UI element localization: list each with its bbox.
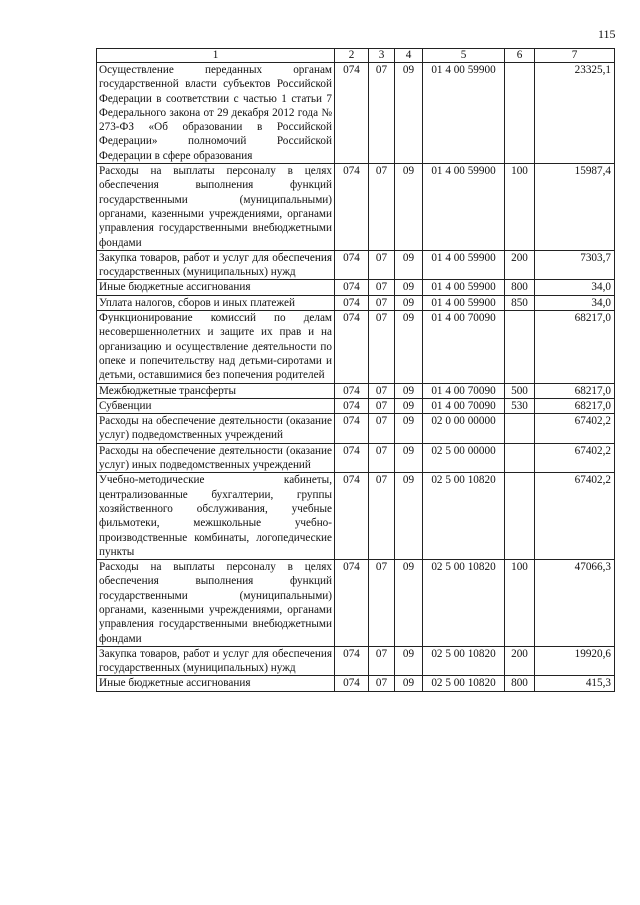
row-name-cell: Субвенции	[97, 398, 335, 413]
section-code-cell: 07	[369, 164, 395, 251]
row-name-cell: Иные бюджетные ассигнования	[97, 676, 335, 691]
row-name-cell: Закупка товаров, работ и услуг для обеспечения государственных (муниципальных) нужд	[97, 646, 335, 676]
subsection-code-cell: 09	[395, 383, 423, 398]
subsection-code-cell: 09	[395, 164, 423, 251]
table-header-row	[97, 49, 615, 63]
row-name-cell: Уплата налогов, сборов и иных платежей	[97, 295, 335, 310]
table-row	[97, 398, 615, 413]
target-article-cell: 02 5 00 10820	[423, 473, 505, 560]
target-article-cell: 02 5 00 10820	[423, 676, 505, 691]
column-header: 4	[395, 49, 423, 63]
ministry-code-cell: 074	[335, 676, 369, 691]
table-row	[97, 383, 615, 398]
row-name-cell: Функционирование комиссий по делам несовершеннолетних и защите их прав и на организацию и осуществление деятельности по опеке и попечительству над детьми-сиротами и детьми, оставшимися без попечения родителей	[97, 311, 335, 383]
ministry-code-cell: 074	[335, 295, 369, 310]
column-header: 2	[335, 49, 369, 63]
amount-cell: 67402,2	[535, 414, 615, 444]
subsection-code-cell: 09	[395, 414, 423, 444]
amount-cell: 34,0	[535, 295, 615, 310]
row-name-cell: Расходы на обеспечение деятельности (оказание услуг) иных подведомственных учреждений	[97, 443, 335, 473]
row-name-cell: Межбюджетные трансферты	[97, 383, 335, 398]
table-row	[97, 414, 615, 444]
expense-type-cell: 500	[505, 383, 535, 398]
amount-cell: 415,3	[535, 676, 615, 691]
expense-type-cell	[505, 311, 535, 383]
ministry-code-cell: 074	[335, 280, 369, 295]
row-name-cell: Расходы на обеспечение деятельности (оказание услуг) подведомственных учреждений	[97, 414, 335, 444]
target-article-cell: 02 0 00 00000	[423, 414, 505, 444]
amount-cell: 68217,0	[535, 383, 615, 398]
amount-cell: 34,0	[535, 280, 615, 295]
ministry-code-cell: 074	[335, 443, 369, 473]
amount-cell: 67402,2	[535, 473, 615, 560]
subsection-code-cell: 09	[395, 473, 423, 560]
target-article-cell: 01 4 00 70090	[423, 383, 505, 398]
ministry-code-cell: 074	[335, 164, 369, 251]
subsection-code-cell: 09	[395, 280, 423, 295]
section-code-cell: 07	[369, 398, 395, 413]
expense-type-cell: 800	[505, 280, 535, 295]
target-article-cell: 01 4 00 59900	[423, 280, 505, 295]
row-name-cell: Расходы на выплаты персоналу в целях обеспечения выполнения функций государственными (муниципальными) органами, казенными учреждениями, органами управления государственными внебюджетными фондами	[97, 560, 335, 647]
section-code-cell: 07	[369, 414, 395, 444]
column-header: 5	[423, 49, 505, 63]
target-article-cell: 01 4 00 59900	[423, 63, 505, 164]
ministry-code-cell: 074	[335, 63, 369, 164]
expense-type-cell	[505, 443, 535, 473]
amount-cell: 23325,1	[535, 63, 615, 164]
target-article-cell: 01 4 00 70090	[423, 311, 505, 383]
section-code-cell: 07	[369, 676, 395, 691]
section-code-cell: 07	[369, 646, 395, 676]
amount-cell: 15987,4	[535, 164, 615, 251]
subsection-code-cell: 09	[395, 646, 423, 676]
row-name-cell: Закупка товаров, работ и услуг для обеспечения государственных (муниципальных) нужд	[97, 250, 335, 280]
subsection-code-cell: 09	[395, 398, 423, 413]
target-article-cell: 02 5 00 10820	[423, 560, 505, 647]
table-row	[97, 560, 615, 647]
amount-cell: 68217,0	[535, 398, 615, 413]
page-number: 115	[598, 27, 616, 41]
row-name-cell: Иные бюджетные ассигнования	[97, 280, 335, 295]
target-article-cell: 01 4 00 59900	[423, 250, 505, 280]
table-row	[97, 676, 615, 691]
target-article-cell: 02 5 00 10820	[423, 646, 505, 676]
amount-cell: 47066,3	[535, 560, 615, 647]
target-article-cell: 02 5 00 00000	[423, 443, 505, 473]
expense-type-cell: 100	[505, 164, 535, 251]
section-code-cell: 07	[369, 383, 395, 398]
target-article-cell: 01 4 00 59900	[423, 164, 505, 251]
ministry-code-cell: 074	[335, 473, 369, 560]
section-code-cell: 07	[369, 250, 395, 280]
subsection-code-cell: 09	[395, 295, 423, 310]
table-row	[97, 473, 615, 560]
table-row	[97, 311, 615, 383]
target-article-cell: 01 4 00 70090	[423, 398, 505, 413]
section-code-cell: 07	[369, 473, 395, 560]
column-header: 6	[505, 49, 535, 63]
ministry-code-cell: 074	[335, 560, 369, 647]
expense-type-cell: 530	[505, 398, 535, 413]
amount-cell: 7303,7	[535, 250, 615, 280]
section-code-cell: 07	[369, 63, 395, 164]
ministry-code-cell: 074	[335, 250, 369, 280]
section-code-cell: 07	[369, 560, 395, 647]
expense-type-cell: 200	[505, 250, 535, 280]
amount-cell: 19920,6	[535, 646, 615, 676]
expense-type-cell	[505, 63, 535, 164]
subsection-code-cell: 09	[395, 311, 423, 383]
table-row	[97, 443, 615, 473]
column-header: 1	[97, 49, 335, 63]
ministry-code-cell: 074	[335, 311, 369, 383]
expense-type-cell	[505, 473, 535, 560]
expense-type-cell	[505, 414, 535, 444]
section-code-cell: 07	[369, 280, 395, 295]
section-code-cell: 07	[369, 443, 395, 473]
ministry-code-cell: 074	[335, 414, 369, 444]
table-row	[97, 646, 615, 676]
subsection-code-cell: 09	[395, 250, 423, 280]
table-row	[97, 164, 615, 251]
table-row	[97, 280, 615, 295]
row-name-cell: Расходы на выплаты персоналу в целях обеспечения выполнения функций государственными (муниципальными) органами, казенными учреждениями, органами управления государственными внебюджетными фондами	[97, 164, 335, 251]
row-name-cell: Осуществление переданных органам государственной власти субъектов Российской Федерации в соответствии с частью 1 статьи 7 Федерального закона от 29 декабря 2012 года № 273-ФЗ «Об образовании в Российской Федерации» полномочий Российской Федерации в сфере образования	[97, 63, 335, 164]
ministry-code-cell: 074	[335, 646, 369, 676]
section-code-cell: 07	[369, 295, 395, 310]
subsection-code-cell: 09	[395, 676, 423, 691]
table-row	[97, 295, 615, 310]
row-name-cell: Учебно-методические кабинеты, централизованные бухгалтерии, группы хозяйственного обслуживания, учебные фильмотеки, межшкольные учебно-производственные комбинаты, логопедические пункты	[97, 473, 335, 560]
expense-type-cell: 850	[505, 295, 535, 310]
amount-cell: 67402,2	[535, 443, 615, 473]
expense-type-cell: 800	[505, 676, 535, 691]
subsection-code-cell: 09	[395, 443, 423, 473]
subsection-code-cell: 09	[395, 560, 423, 647]
table-row	[97, 63, 615, 164]
ministry-code-cell: 074	[335, 398, 369, 413]
expense-type-cell: 200	[505, 646, 535, 676]
amount-cell: 68217,0	[535, 311, 615, 383]
ministry-code-cell: 074	[335, 383, 369, 398]
column-header: 3	[369, 49, 395, 63]
expense-type-cell: 100	[505, 560, 535, 647]
column-header: 7	[535, 49, 615, 63]
section-code-cell: 07	[369, 311, 395, 383]
target-article-cell: 01 4 00 59900	[423, 295, 505, 310]
budget-table	[96, 48, 615, 692]
subsection-code-cell: 09	[395, 63, 423, 164]
table-row	[97, 250, 615, 280]
